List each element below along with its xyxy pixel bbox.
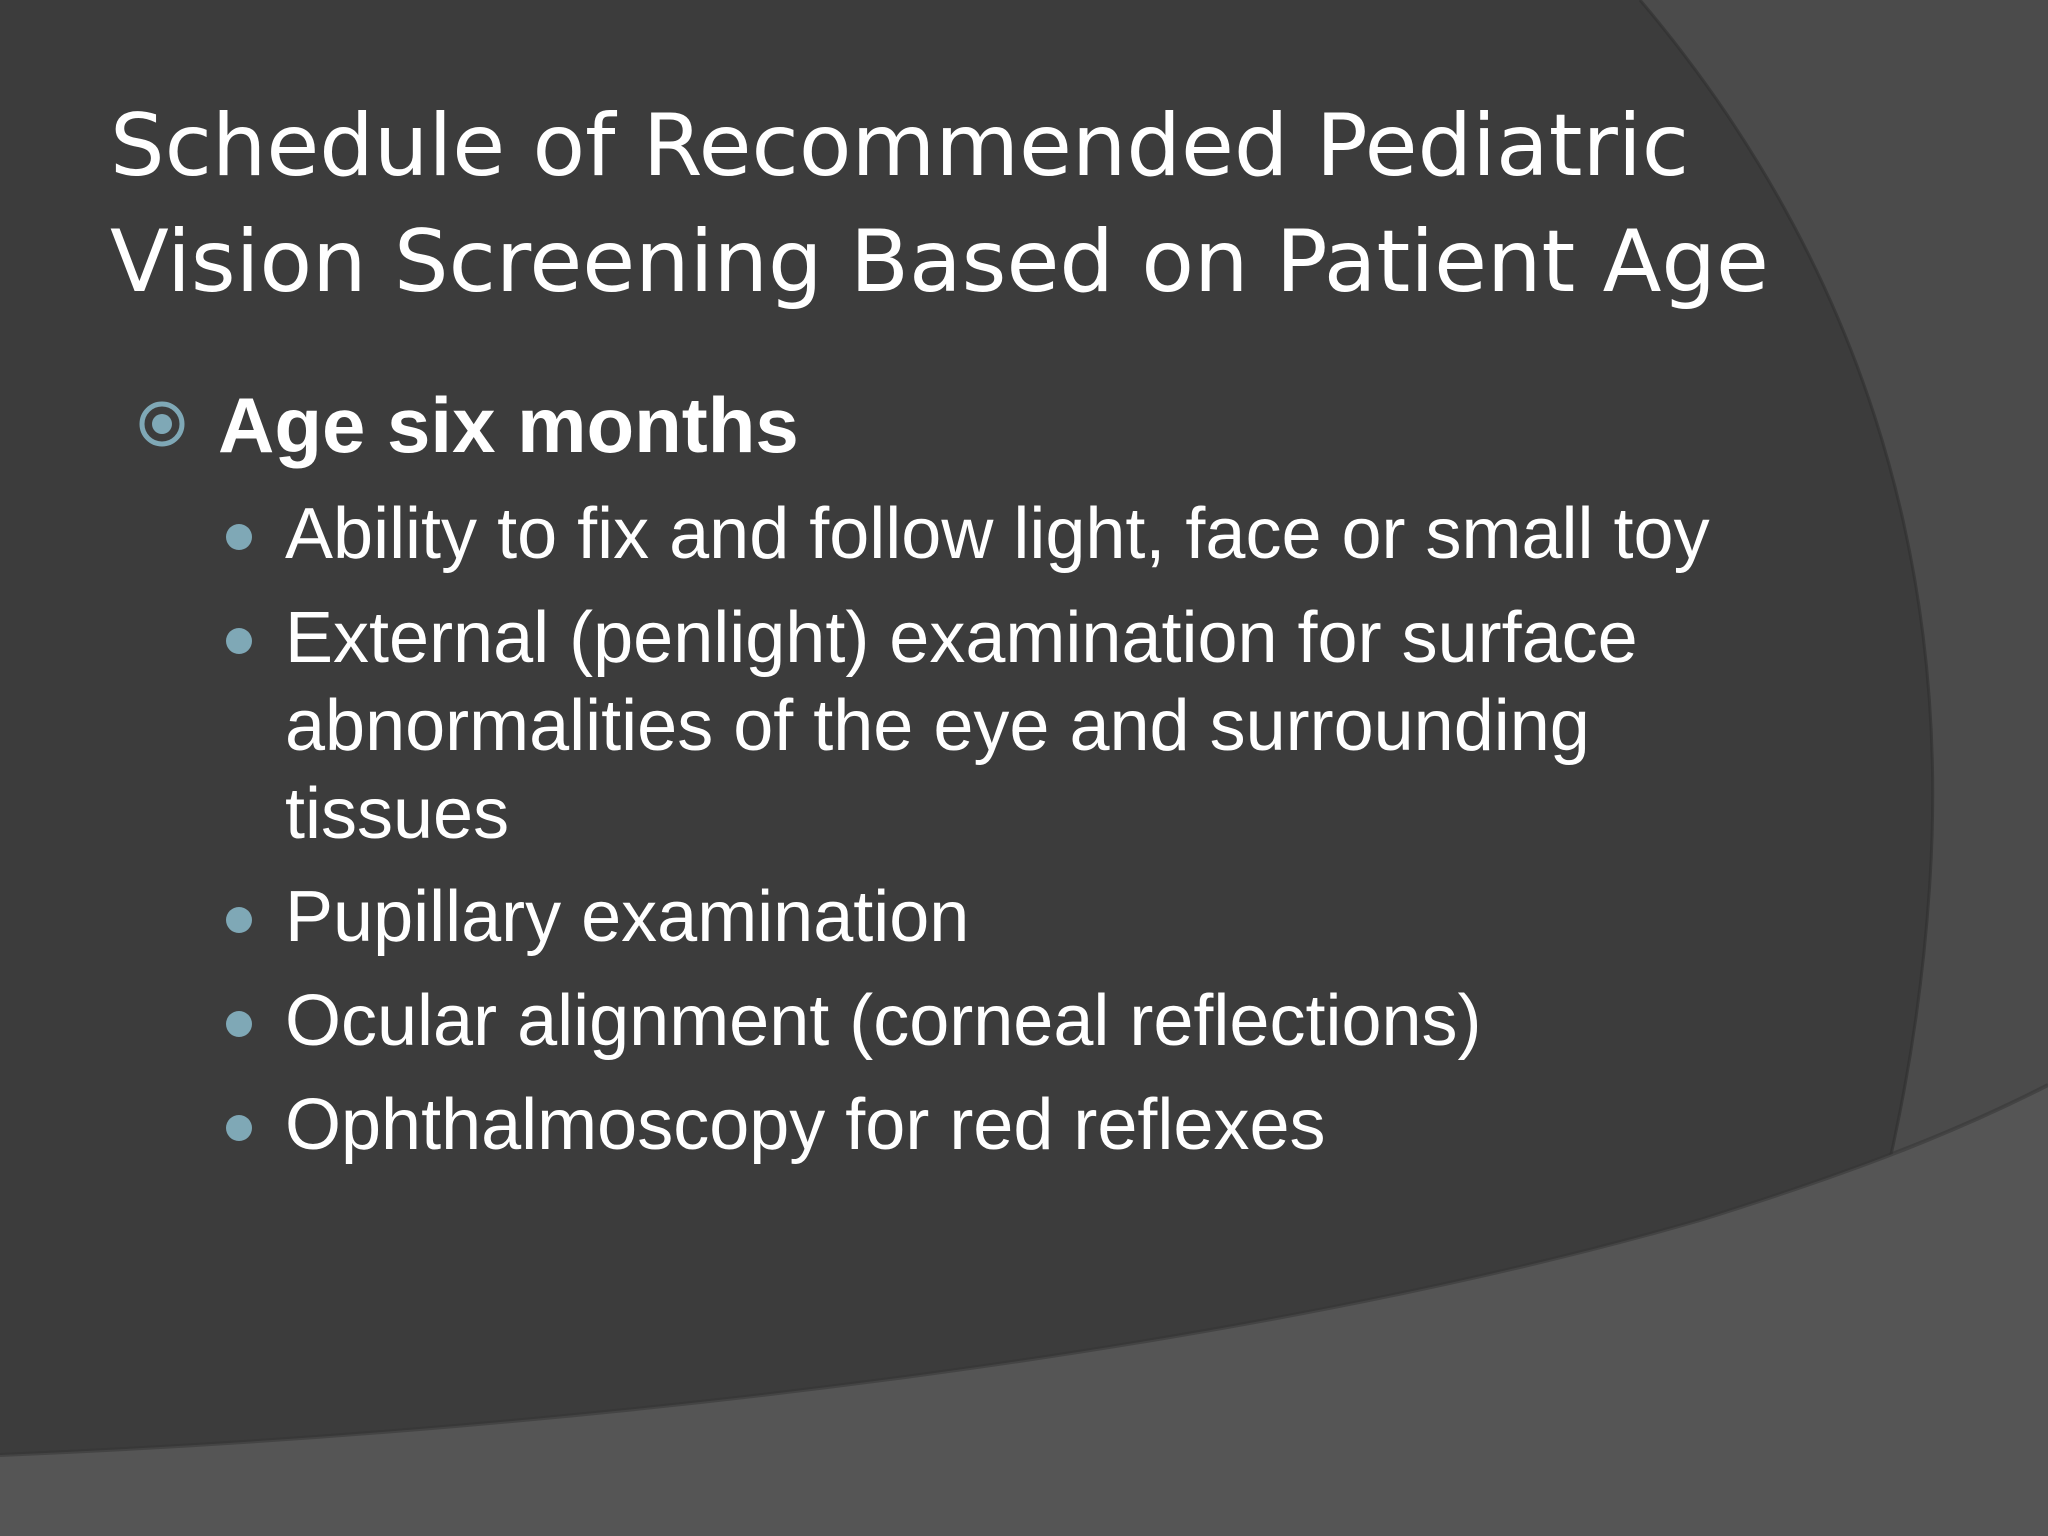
- bullet-dot-icon: [226, 524, 252, 550]
- level1-text: Age six months: [218, 381, 799, 469]
- list-item-text: Pupillary examination: [285, 877, 970, 957]
- title-line-1: Schedule of Recommended Pediatric: [110, 96, 1689, 196]
- bullet-dot-icon: [226, 1115, 252, 1141]
- list-item-text: Ocular alignment (corneal reflections): [285, 981, 1482, 1061]
- list-item-text: Ophthalmoscopy for red reflexes: [285, 1085, 1326, 1165]
- list-item-text: External (penlight) examination for surface abnormalities of the eye and surrounding tissues: [285, 598, 1638, 854]
- target-circle-icon: [138, 400, 186, 448]
- bullet-dot-icon: [226, 628, 252, 654]
- list-item-text: Ability to fix and follow light, face or small toy: [285, 494, 1710, 574]
- title-line-2: Vision Screening Based on Patient Age: [110, 212, 1769, 312]
- slide-title: [110, 88, 1810, 320]
- bullet-dot-icon: [226, 1011, 252, 1037]
- bullet-dot-icon: [226, 907, 252, 933]
